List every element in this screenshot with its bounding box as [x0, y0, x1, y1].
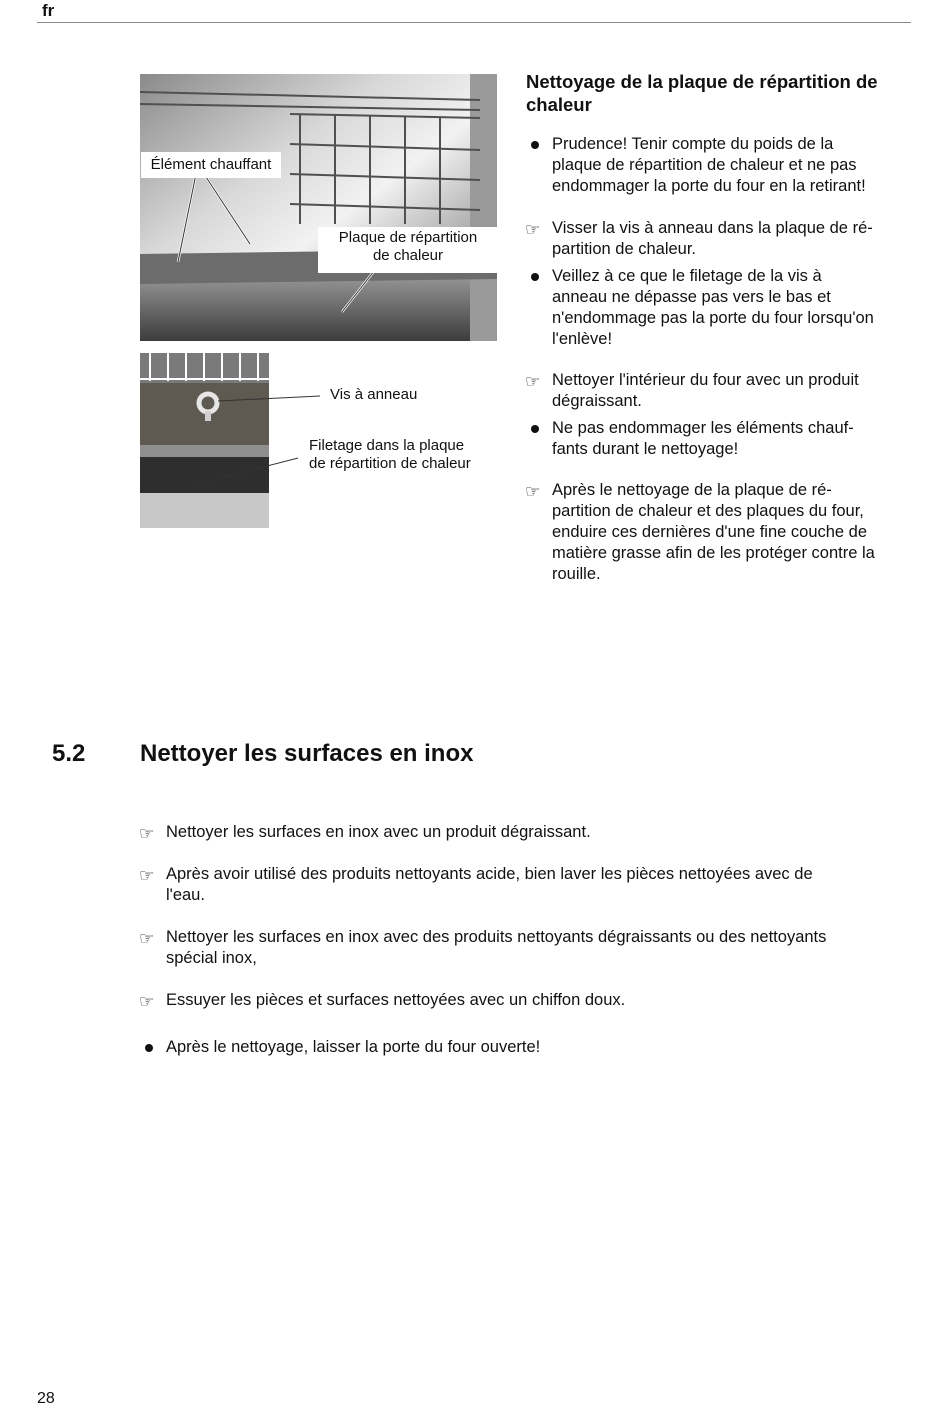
pointing-hand-icon: ☞ [139, 824, 155, 844]
item-line: l'eau. [166, 886, 205, 904]
item-line: spécial inox, [166, 949, 257, 967]
list-item [526, 134, 918, 197]
heading-line: Nettoyage de la plaque de répartition de [526, 71, 878, 92]
pointing-hand-icon: ☞ [525, 482, 541, 502]
item-line: Après le nettoyage, laisser la porte du four ouverte! [166, 1038, 541, 1056]
list-item [526, 418, 918, 460]
heading-line: chaleur [526, 94, 592, 115]
page-number: 28 [37, 1390, 55, 1407]
item-line: partition de chaleur et des plaques du four, [552, 502, 864, 520]
list-item [526, 370, 918, 412]
language-label: fr [42, 1, 55, 20]
bullet-dot-icon [531, 425, 539, 433]
list-item [140, 822, 900, 843]
plate-cleaning-heading [526, 70, 918, 116]
callout-heating-element-text: Élément chauffant [150, 156, 272, 173]
list-item [526, 266, 918, 350]
oven-interior-photo [140, 74, 497, 341]
item-line: plaque de répartition de chaleur et ne pas [552, 156, 857, 174]
eye-bolt-photo [140, 353, 269, 528]
item-line: anneau ne dépasse pas vers le bas et [552, 288, 831, 306]
item-line: endommager la porte du four en la retirant! [552, 177, 866, 195]
item-line: partition de chaleur. [552, 240, 697, 258]
callout-eye-bolt-text: Vis à anneau [330, 386, 418, 403]
list-item [526, 480, 918, 585]
list-item [526, 218, 918, 260]
list-item [140, 927, 900, 969]
pointing-hand-icon: ☞ [139, 929, 155, 949]
pointing-hand-icon: ☞ [139, 992, 155, 1012]
item-line: Après le nettoyage de la plaque de ré- [552, 481, 832, 499]
callout-thread [309, 437, 471, 473]
stainless-cleaning-list [140, 822, 900, 1058]
item-line: Visser la vis à anneau dans la plaque de ré- [552, 219, 873, 237]
item-line: Nettoyer les surfaces en inox avec un produit dégraissant. [166, 823, 591, 841]
list-item [140, 990, 900, 1011]
item-line: n'endommage pas la porte du four lorsqu'on [552, 309, 874, 327]
bullet-dot-icon [531, 273, 539, 281]
item-line: l'enlève! [552, 330, 613, 348]
plate-cleaning-section [526, 70, 918, 585]
bullet-dot-icon [145, 1044, 153, 1052]
callout-heat-plate-line1: Plaque de répartition [338, 229, 478, 246]
callout-heat-plate-line2: de chaleur [372, 247, 444, 264]
item-line: Nettoyer l'intérieur du four avec un produit [552, 371, 859, 389]
callout-thread-line2: de répartition de chaleur [309, 455, 471, 472]
list-item [140, 1037, 900, 1058]
item-line: Essuyer les pièces et surfaces nettoyées avec un chiffon doux. [166, 991, 626, 1009]
pointing-hand-icon: ☞ [139, 866, 155, 886]
item-line: Veillez à ce que le filetage de la vis à [552, 267, 822, 285]
item-line: dégraissant. [552, 392, 642, 410]
item-line: Prudence! Tenir compte du poids de la [552, 135, 834, 153]
item-line: matière grasse afin de les protéger contre la [552, 544, 875, 562]
section-title: Nettoyer les surfaces en inox [140, 740, 474, 767]
section-number: 5.2 [52, 740, 86, 767]
callout-eye-bolt [330, 386, 417, 404]
bullet-dot-icon [531, 141, 539, 149]
item-line: Après avoir utilisé des produits nettoyants acide, bien laver les pièces nettoyées avec de [166, 865, 813, 883]
item-line: Ne pas endommager les éléments chauf- [552, 419, 854, 437]
callout-heat-plate [318, 227, 498, 273]
list-item [140, 864, 900, 906]
item-line: rouille. [552, 565, 601, 583]
callout-thread-line1: Filetage dans la plaque [309, 437, 465, 454]
pointing-hand-icon: ☞ [525, 372, 541, 392]
pointing-hand-icon: ☞ [525, 220, 541, 240]
callout-heating-element [141, 152, 281, 178]
item-line: fants durant le nettoyage! [552, 440, 739, 458]
item-line: enduire ces dernières d'une fine couche de [552, 523, 868, 541]
item-line: Nettoyer les surfaces en inox avec des produits nettoyants dégraissants ou des nettoyants [166, 928, 827, 946]
header-rule [37, 22, 911, 23]
